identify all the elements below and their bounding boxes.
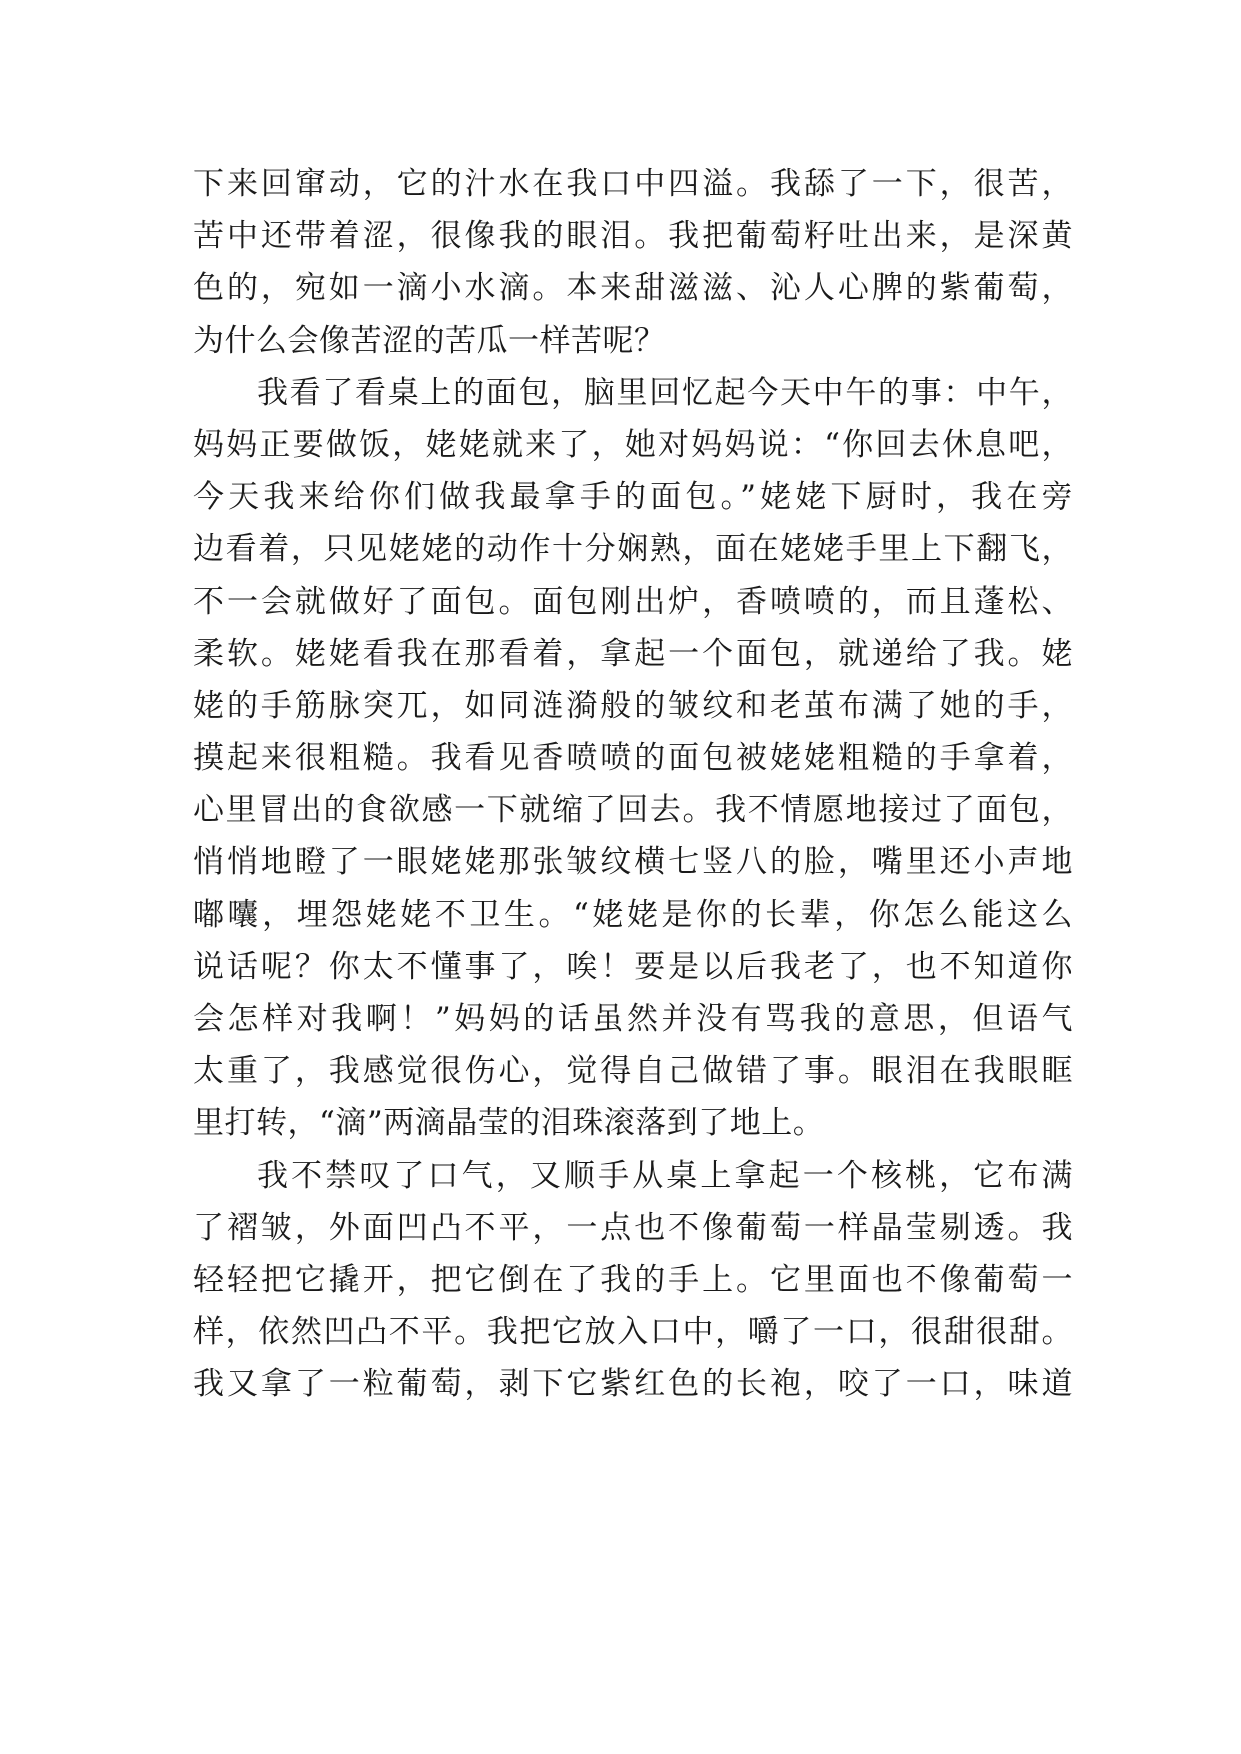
text-line: 苦中还带着涩，很像我的眼泪。我把葡萄籽吐出来，是深黄 [193,218,1073,255]
text-line: 下来回窜动，它的汁水在我口中四溢。我舔了一下，很苦， [193,166,1073,202]
text-line: 悄悄地瞪了一眼姥姥那张皱纹横七竖八的脸，嘴里还小声地 [193,844,1073,881]
text-line: 今天我来给你们做我最拿手的面包。”姥姥下厨时，我在旁 [193,479,1073,516]
text-line: 不一会就做好了面包。面包刚出炉，香喷喷的，而且蓬松、 [193,583,1073,620]
text-line: 妈妈正要做饭，姥姥就来了，她对妈妈说：“你回去休息吧， [193,426,1073,463]
text-line: 样，依然凹凸不平。我把它放入口中，嚼了一口，很甜很甜。 [193,1314,1073,1351]
text-line: 色的，宛如一滴小水滴。本来甜滋滋、沁人心脾的紫葡萄， [193,270,1073,307]
text-line: 姥的手筋脉突兀，如同涟漪般的皱纹和老茧布满了她的手， [193,687,1073,724]
essay-body [193,158,1073,1411]
text-line: 心里冒出的食欲感一下就缩了回去。我不情愿地接过了面包， [193,792,1073,829]
text-line: 太重了，我感觉很伤心，觉得自己做错了事。眼泪在我眼眶 [193,1053,1073,1090]
text-line: 为什么会像苦涩的苦瓜一样苦呢？ [193,322,666,359]
paragraph-start-line: 我看了看桌上的面包，脑里回忆起今天中午的事：中午， [257,374,1073,411]
text-line: 边看着，只见姥姥的动作十分娴熟，面在姥姥手里上下翻飞， [193,531,1073,568]
text-line: 嘟囔，埋怨姥姥不卫生。“姥姥是你的长辈，你怎么能这么 [193,896,1073,933]
text-line: 摸起来很粗糙。我看见香喷喷的面包被姥姥粗糙的手拿着， [193,740,1073,777]
text-line: 了褶皱，外面凹凸不平，一点也不像葡萄一样晶莹剔透。我 [193,1209,1073,1246]
text-line: 说话呢？你太不懂事了，唉！要是以后我老了，也不知道你 [193,948,1073,985]
text-line: 会怎样对我啊！”妈妈的话虽然并没有骂我的意思，但语气 [193,1001,1073,1037]
paragraph-start-line: 我不禁叹了口气，又顺手从桌上拿起一个核桃，它布满 [257,1157,1073,1194]
text-line: 轻轻把它撬开，把它倒在了我的手上。它里面也不像葡萄一 [193,1261,1073,1298]
text-line: 柔软。姥姥看我在那看着，拿起一个面包，就递给了我。姥 [193,635,1073,672]
text-line: 里打转，“滴”两滴晶莹的泪珠滚落到了地上。 [193,1105,825,1142]
text-line: 我又拿了一粒葡萄，剥下它紫红色的长袍，咬了一口，味道 [193,1366,1073,1403]
